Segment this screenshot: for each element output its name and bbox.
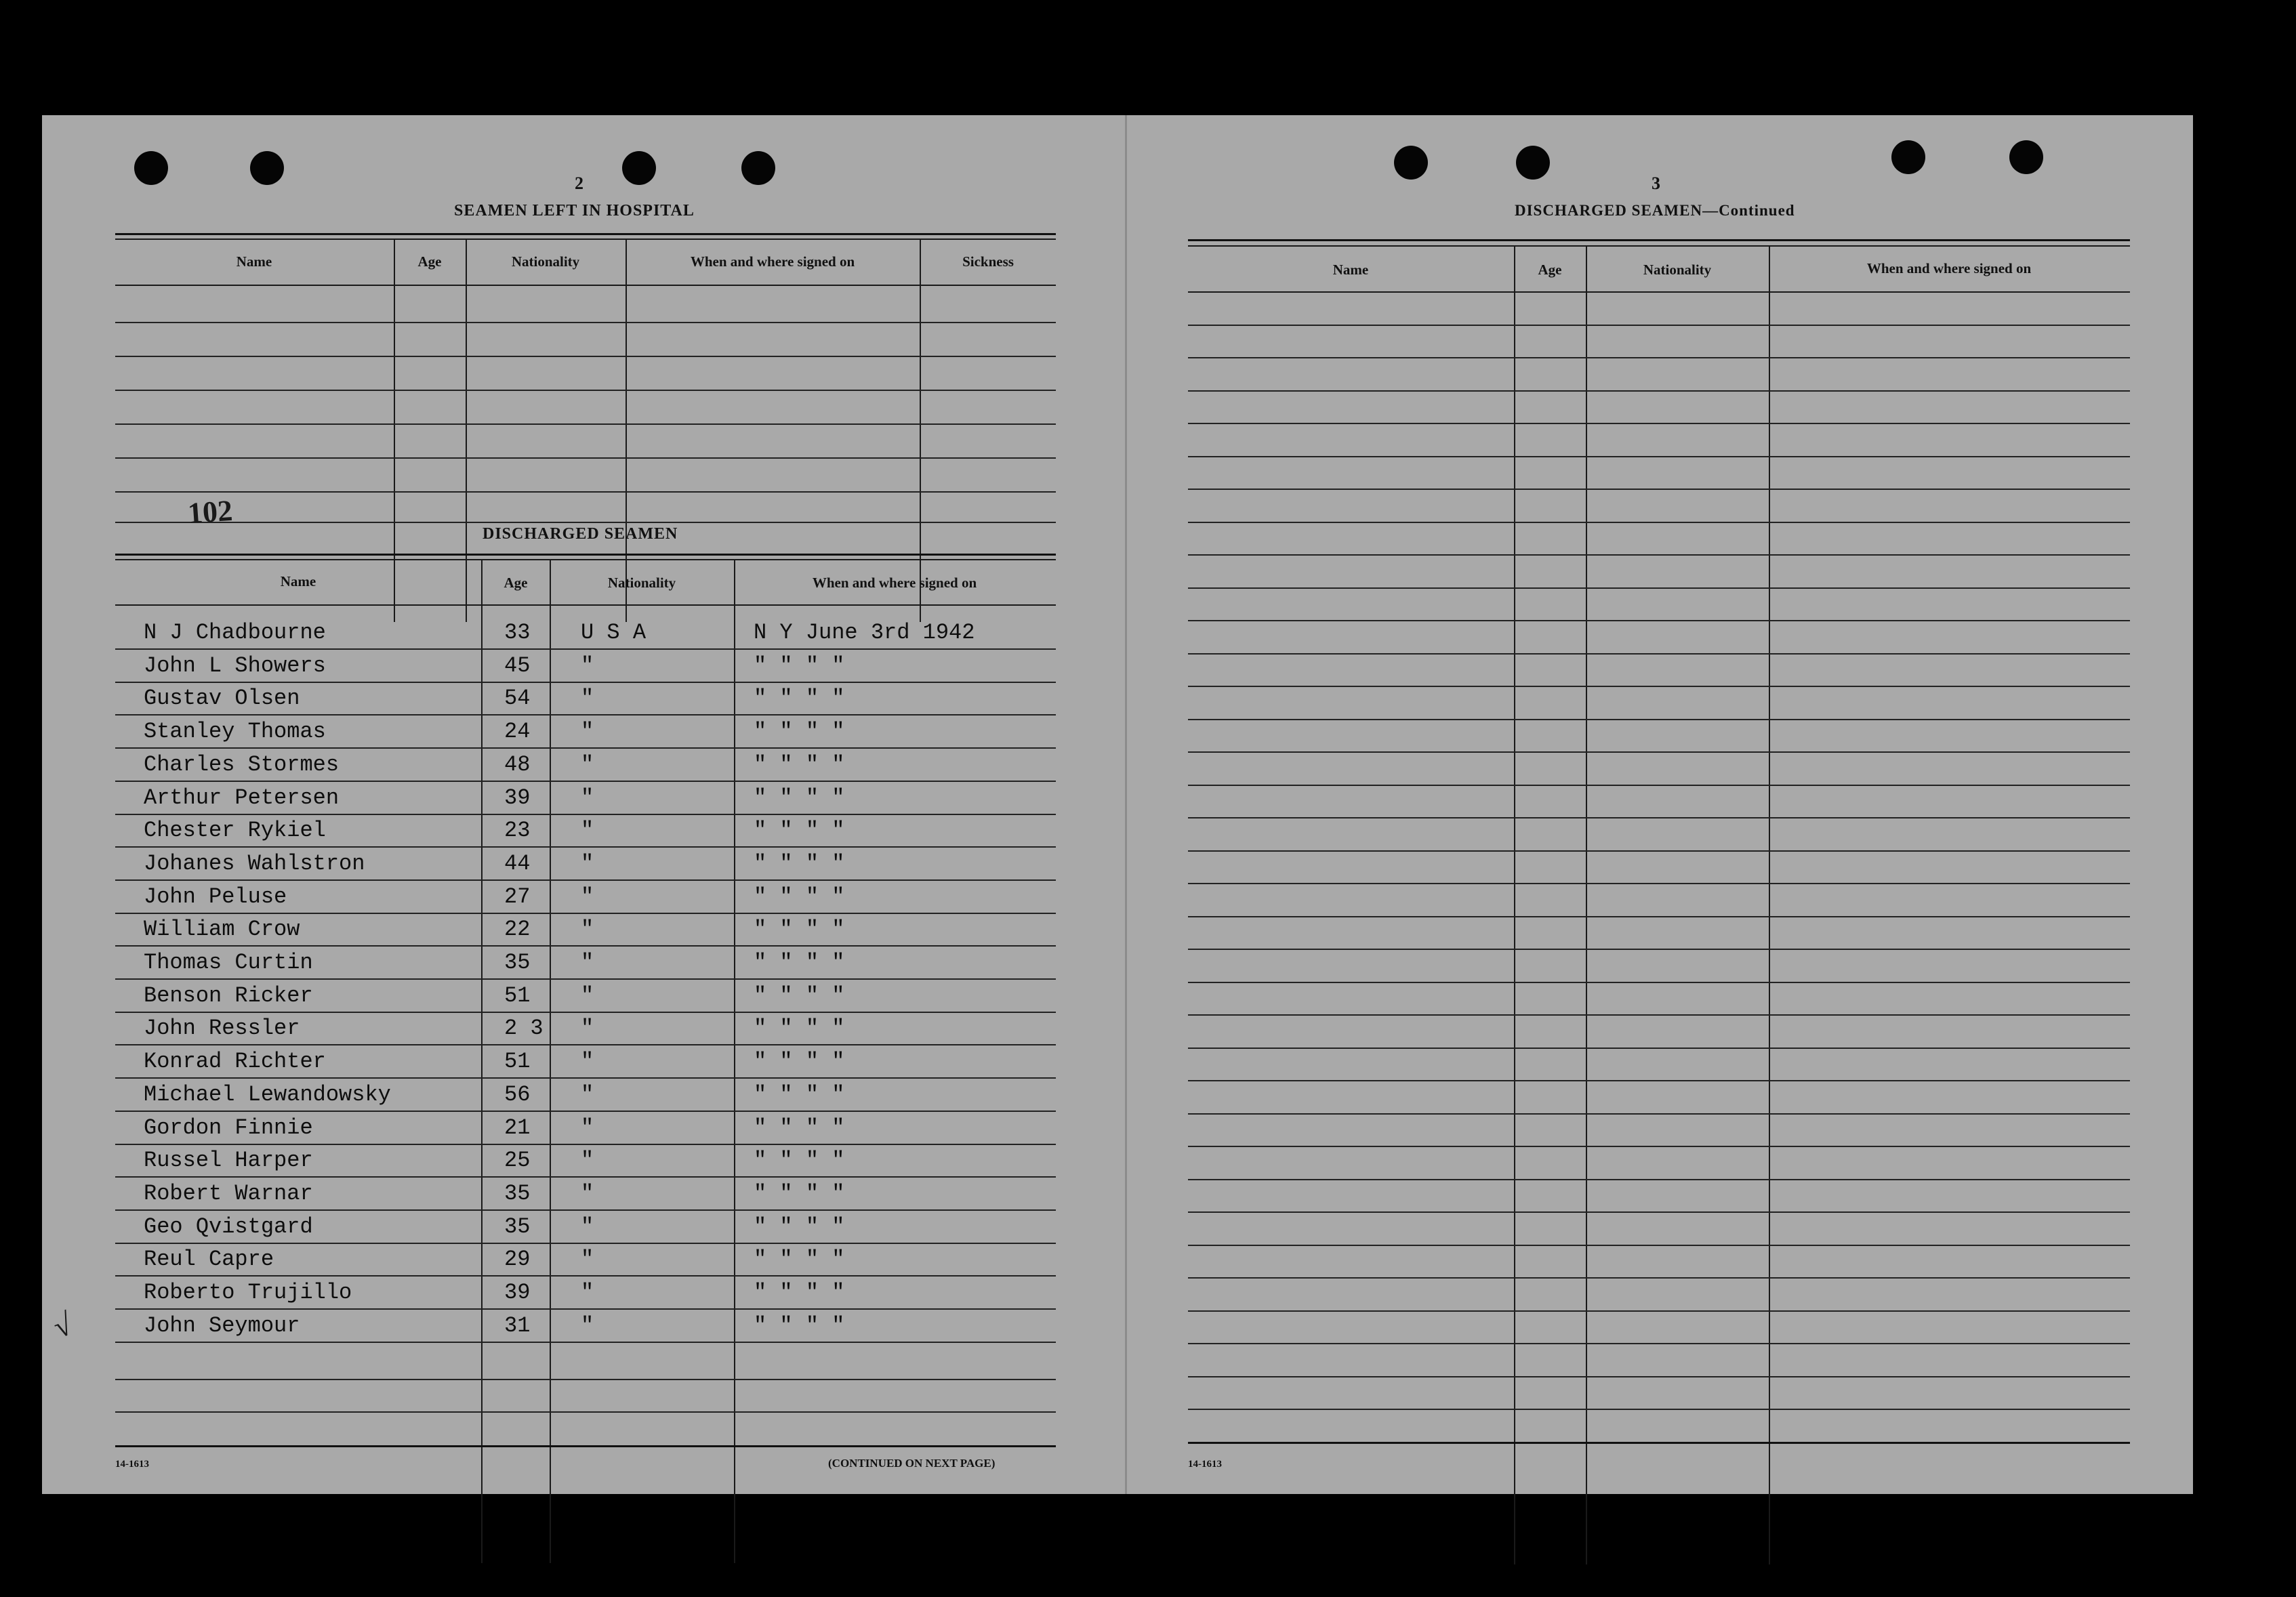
- right-row-line: [1188, 1146, 2130, 1147]
- right-col-divider: [1514, 247, 1515, 1564]
- discharged-row-line: [115, 714, 1056, 715]
- right-row-line: [1188, 423, 2130, 424]
- right-row-line: [1188, 291, 2130, 293]
- seaman-nationality: ": [581, 1280, 594, 1305]
- seaman-age: 35: [504, 1181, 531, 1206]
- seaman-signed-on: " " " ": [754, 1016, 845, 1041]
- seaman-nationality: ": [581, 851, 594, 876]
- seaman-name: John Peluse: [144, 884, 287, 909]
- seaman-nationality: ": [581, 1115, 594, 1140]
- seaman-name: Stanley Thomas: [144, 719, 326, 744]
- discharged-row-line: [115, 1209, 1056, 1211]
- punch-hole: [1891, 140, 1925, 174]
- right-row-line: [1188, 1343, 2130, 1344]
- right-row-line: [1188, 817, 2130, 818]
- punch-hole: [1516, 146, 1550, 180]
- hospital-col-divider: [920, 239, 921, 622]
- seaman-signed-on: " " " ": [754, 1082, 845, 1107]
- right-row-line: [1188, 1409, 2130, 1410]
- hospital-row-line: [115, 457, 1056, 459]
- discharged-col-divider: [734, 560, 735, 1563]
- seaman-signed-on: " " " ": [754, 752, 845, 777]
- seaman-age: 54: [504, 686, 531, 711]
- seaman-signed-on: " " " ": [754, 1049, 845, 1074]
- seaman-age: 39: [504, 1280, 531, 1305]
- discharged-row-line: [115, 1044, 1056, 1045]
- seaman-nationality: ": [581, 1148, 594, 1173]
- seaman-signed-on: " " " ": [754, 1247, 845, 1272]
- seaman-signed-on: " " " ": [754, 686, 845, 711]
- seaman-nationality: ": [581, 917, 594, 942]
- right-row-line: [1188, 587, 2130, 589]
- document-sheet: [42, 115, 2193, 1494]
- right-row-line: [1188, 1014, 2130, 1016]
- hospital-row-line: [115, 423, 1056, 425]
- seaman-age: 23: [504, 818, 531, 843]
- right-col-divider: [1586, 247, 1587, 1564]
- seaman-age: 25: [504, 1148, 531, 1173]
- right-row-line: [1188, 1048, 2130, 1049]
- hospital-row-line: [115, 522, 1056, 523]
- right-top-rule: [1188, 245, 2130, 247]
- seaman-name: N J Chadbourne: [144, 620, 326, 645]
- discharged-row-line: [115, 1012, 1056, 1013]
- seaman-name: Robert Warnar: [144, 1181, 313, 1206]
- seaman-nationality: ": [581, 719, 594, 744]
- right-row-line: [1188, 1179, 2130, 1180]
- punch-hole: [250, 151, 284, 185]
- seaman-nationality: U S A: [581, 620, 647, 645]
- right-top-rule: [1188, 239, 2130, 241]
- discharged-row-line: [115, 1144, 1056, 1145]
- seaman-signed-on: " " " ": [754, 653, 845, 678]
- seaman-name: Roberto Trujillo: [144, 1280, 352, 1305]
- discharged-row-line: [115, 747, 1056, 749]
- seaman-age: 29: [504, 1247, 531, 1272]
- seaman-nationality: ": [581, 653, 594, 678]
- discharged-col-nationality: Nationality: [607, 575, 676, 591]
- seaman-signed-on: " " " ": [754, 1214, 845, 1239]
- right-row-line: [1188, 620, 2130, 621]
- right-col-age: Age: [1538, 262, 1562, 278]
- seaman-nationality: ": [581, 950, 594, 975]
- seaman-name: Benson Ricker: [144, 983, 313, 1008]
- hospital-col-sickness: Sickness: [962, 253, 1014, 270]
- seaman-name: Geo Qvistgard: [144, 1214, 313, 1239]
- discharged-row-line: [115, 1342, 1056, 1343]
- seaman-signed-on: " " " ": [754, 917, 845, 942]
- right-row-line: [1188, 751, 2130, 753]
- seaman-name: Arthur Petersen: [144, 785, 340, 810]
- continued-note: (CONTINUED ON NEXT PAGE): [828, 1457, 996, 1470]
- seaman-signed-on: " " " ": [754, 1115, 845, 1140]
- seaman-signed-on: " " " ": [754, 1280, 845, 1305]
- seaman-age: 48: [504, 752, 531, 777]
- right-row-line: [1188, 916, 2130, 917]
- discharged-col-name: Name: [280, 573, 316, 589]
- left-page: [42, 115, 1120, 1494]
- right-row-line: [1188, 325, 2130, 326]
- seaman-age: 24: [504, 719, 531, 744]
- hospital-top-rule: [115, 233, 1056, 235]
- right-col-nationality: Nationality: [1643, 262, 1712, 278]
- right-row-line: [1188, 522, 2130, 523]
- continued-heading: DISCHARGED SEAMEN—Continued: [1515, 202, 1795, 219]
- seaman-name: Michael Lewandowsky: [144, 1082, 391, 1107]
- right-col-divider: [1769, 247, 1770, 1564]
- right-page: [1130, 115, 2193, 1494]
- seaman-age: 39: [504, 785, 531, 810]
- punch-hole: [134, 151, 168, 185]
- seaman-nationality: ": [581, 884, 594, 909]
- right-row-line: [1188, 1376, 2130, 1377]
- handwritten-margin-mark: 102: [186, 493, 234, 531]
- seaman-nationality: ": [581, 1016, 594, 1041]
- discharged-row-line: [115, 879, 1056, 881]
- right-col-signed-on: When and where signed on: [1866, 260, 2032, 276]
- seaman-age: 51: [504, 983, 531, 1008]
- seaman-age: 51: [504, 1049, 531, 1074]
- right-row-line: [1188, 949, 2130, 950]
- page-number: 2: [575, 173, 583, 193]
- right-col-name: Name: [1332, 262, 1369, 278]
- right-row-line: [1188, 686, 2130, 687]
- seaman-nationality: ": [581, 785, 594, 810]
- seaman-name: Charles Stormes: [144, 752, 340, 777]
- seaman-nationality: ": [581, 1247, 594, 1272]
- hospital-col-divider: [626, 239, 627, 622]
- right-row-line: [1188, 653, 2130, 655]
- right-row-line: [1188, 982, 2130, 983]
- hospital-col-divider: [394, 239, 395, 622]
- discharged-row-line: [115, 814, 1056, 815]
- discharged-row-line: [115, 1275, 1056, 1277]
- hospital-col-signed-on: When and where signed on: [690, 253, 855, 270]
- seaman-age: 45: [504, 653, 531, 678]
- right-row-line: [1188, 489, 2130, 490]
- seaman-age: 56: [504, 1082, 531, 1107]
- discharged-row-line: [115, 913, 1056, 914]
- right-row-line: [1188, 357, 2130, 358]
- hospital-heading: SEAMEN LEFT IN HOSPITAL: [454, 202, 695, 220]
- hospital-col-nationality: Nationality: [511, 253, 580, 270]
- seaman-signed-on: " " " ": [754, 719, 845, 744]
- right-row-line: [1188, 785, 2130, 786]
- hospital-row-line: [115, 390, 1056, 391]
- right-row-line: [1188, 1211, 2130, 1213]
- discharged-row-line: [115, 1379, 1056, 1380]
- discharged-col-age: Age: [504, 575, 528, 591]
- discharged-header-line: [115, 604, 1056, 606]
- seaman-signed-on: " " " ": [754, 851, 845, 876]
- seaman-name: Gordon Finnie: [144, 1115, 313, 1140]
- seaman-age: 22: [504, 917, 531, 942]
- seaman-signed-on: " " " ": [754, 884, 845, 909]
- discharged-row-line: [115, 1077, 1056, 1079]
- form-number: 14-1613: [1188, 1459, 1222, 1470]
- discharged-row-line: [115, 1243, 1056, 1244]
- punch-hole: [741, 151, 775, 185]
- right-row-line: [1188, 850, 2130, 852]
- seaman-nationality: ": [581, 1214, 594, 1239]
- discharged-row-line: [115, 978, 1056, 980]
- seaman-age: 35: [504, 1214, 531, 1239]
- hospital-col-divider: [466, 239, 467, 622]
- seaman-name: Konrad Richter: [144, 1049, 326, 1074]
- page-number: 3: [1652, 173, 1660, 193]
- right-row-line: [1188, 456, 2130, 457]
- seaman-signed-on: " " " ": [754, 785, 845, 810]
- hospital-row-line: [115, 491, 1056, 493]
- seaman-name: Johanes Wahlstron: [144, 851, 365, 876]
- right-row-line: [1188, 719, 2130, 720]
- right-row-line: [1188, 554, 2130, 556]
- right-row-line: [1188, 1277, 2130, 1279]
- hospital-col-name: Name: [236, 253, 272, 270]
- discharged-row-line: [115, 1308, 1056, 1310]
- seaman-age: 35: [504, 950, 531, 975]
- discharged-row-line: [115, 846, 1056, 848]
- seaman-signed-on: " " " ": [754, 983, 845, 1008]
- seaman-nationality: ": [581, 818, 594, 843]
- seaman-name: John Ressler: [144, 1016, 300, 1041]
- punch-hole: [622, 151, 656, 185]
- seaman-name: William Crow: [144, 917, 300, 942]
- seaman-age: 31: [504, 1313, 531, 1338]
- seaman-nationality: ": [581, 1181, 594, 1206]
- seaman-nationality: ": [581, 752, 594, 777]
- right-row-line: [1188, 1245, 2130, 1246]
- seaman-signed-on: " " " ": [754, 818, 845, 843]
- seaman-age: 27: [504, 884, 531, 909]
- discharged-row-line: [115, 682, 1056, 683]
- right-bottom-rule: [1188, 1442, 2130, 1444]
- hospital-col-age: Age: [417, 253, 442, 270]
- discharged-col-divider: [550, 560, 551, 1563]
- punch-hole: [1394, 146, 1428, 180]
- seaman-age: 33: [504, 620, 531, 645]
- discharged-col-signed-on: When and where signed on: [812, 575, 977, 591]
- seaman-name: Gustav Olsen: [144, 686, 300, 711]
- discharged-col-divider: [481, 560, 483, 1563]
- hospital-row-line: [115, 285, 1056, 286]
- seaman-nationality: ": [581, 1313, 594, 1338]
- right-row-line: [1188, 390, 2130, 392]
- discharged-row-line: [115, 648, 1056, 650]
- seaman-name: Russel Harper: [144, 1148, 313, 1173]
- check-mark: √: [49, 1306, 77, 1345]
- seaman-signed-on: " " " ": [754, 1181, 845, 1206]
- seaman-signed-on: " " " ": [754, 1148, 845, 1173]
- seaman-name: John L Showers: [144, 653, 326, 678]
- discharged-top-rule: [115, 554, 1056, 556]
- discharged-heading: DISCHARGED SEAMEN: [483, 525, 678, 543]
- seaman-age: 2 3: [504, 1016, 544, 1041]
- right-row-line: [1188, 1080, 2130, 1081]
- seaman-age: 44: [504, 851, 531, 876]
- seaman-signed-on: " " " ": [754, 1313, 845, 1338]
- hospital-top-rule: [115, 238, 1056, 240]
- hospital-row-line: [115, 356, 1056, 357]
- discharged-row-line: [115, 1176, 1056, 1178]
- seaman-name: Reul Capre: [144, 1247, 274, 1272]
- discharged-row-line: [115, 1411, 1056, 1413]
- seaman-nationality: ": [581, 1082, 594, 1107]
- seaman-signed-on: N Y June 3rd 1942: [754, 620, 975, 645]
- discharged-row-line: [115, 781, 1056, 782]
- form-number: 14-1613: [115, 1459, 149, 1470]
- discharged-top-rule: [115, 559, 1056, 560]
- seaman-nationality: ": [581, 1049, 594, 1074]
- seaman-name: Thomas Curtin: [144, 950, 313, 975]
- seaman-age: 21: [504, 1115, 531, 1140]
- seaman-name: Chester Rykiel: [144, 818, 326, 843]
- right-row-line: [1188, 1310, 2130, 1312]
- seaman-nationality: ": [581, 686, 594, 711]
- seaman-signed-on: " " " ": [754, 950, 845, 975]
- page-fold: [1125, 115, 1127, 1494]
- discharged-row-line: [115, 945, 1056, 947]
- discharged-row-line: [115, 1111, 1056, 1112]
- hospital-row-line: [115, 322, 1056, 323]
- right-row-line: [1188, 883, 2130, 884]
- right-row-line: [1188, 1113, 2130, 1115]
- discharged-bottom-rule: [115, 1445, 1056, 1447]
- seaman-nationality: ": [581, 983, 594, 1008]
- seaman-name: John Seymour: [144, 1313, 300, 1338]
- punch-hole: [2009, 140, 2043, 174]
